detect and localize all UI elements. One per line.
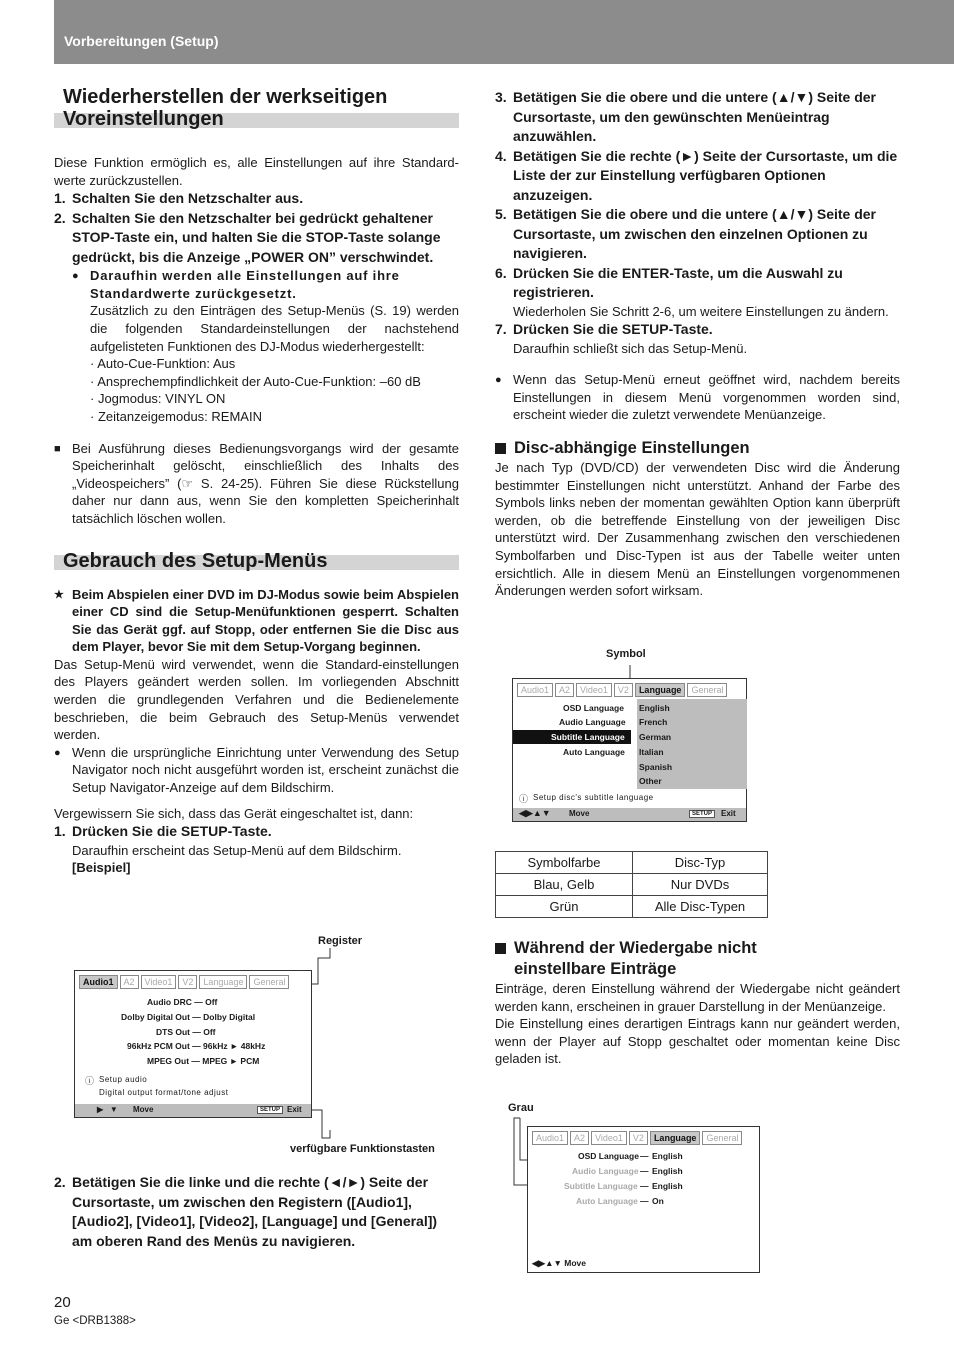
info-text: Setup disc's subtitle language bbox=[533, 793, 654, 802]
menu-item[interactable]: Audio Language bbox=[559, 717, 626, 727]
setup-step-7-desc: Daraufhin schließt sich das Setup-Menü. bbox=[513, 340, 748, 356]
setup-bullet-2: ● Wenn das Setup-Menü erneut geöffnet wird, nachdem bereits Einstellungen in diesem Menü vorgenommen worden sind, erscheint wieder die zuletzt verwendete Menüanzeige. bbox=[495, 372, 900, 423]
key-bar bbox=[513, 808, 746, 821]
table-header: Symbolfarbe bbox=[496, 852, 633, 874]
menu-value: English bbox=[652, 1181, 683, 1191]
disc-para: Je nach Typ (DVD/CD) der verwendeten Disc wird die Änderung bestimmter Einstellungen nicht unterstützt. Anhand der Farbe des Symbols links neben der momentan gewählten Option kann überprüft werden, ob die betreffende Einstellung von der jeweiligen Disc unterstützt wird. Der Zusammenhang zwischen den verschiedenen Symbolfarben und Disc-Typen ist aus der Tabelle weiter unten ersichtlich. Alle in diesem Menü an Einstellungen vorgenommenen Änderungen werden sofort wirksam. bbox=[495, 459, 900, 599]
menu-line[interactable]: DTS Out — Off bbox=[156, 1027, 216, 1037]
option-item[interactable]: Spanish bbox=[639, 762, 673, 772]
option-item[interactable]: Italian bbox=[639, 747, 664, 757]
tab-audio1[interactable]: Audio1 bbox=[79, 975, 118, 989]
tab-video1[interactable]: Video1 bbox=[141, 975, 177, 989]
reset-item: · Zeitanzeigemodus: REMAIN bbox=[90, 408, 262, 424]
move-label: Move bbox=[569, 809, 590, 818]
menu-value: On bbox=[652, 1196, 664, 1206]
menu-item[interactable]: OSD Language bbox=[563, 703, 624, 713]
setup-star-note: ★ Beim Abspielen einer DVD im DJ-Modus sowie beim Abspielen einer CD sind die Setup-Menüfunktionen gesperrt. Schalten Sie das Gerät ggf. auf Stopp, oder entfernen Sie die Disc aus dem Player, bevor Sie mit dem Setup-Vorgang beginnen. bbox=[54, 586, 459, 655]
dash: — bbox=[640, 1181, 649, 1191]
cursor-arrows-icon: ▶ ▼ bbox=[97, 1105, 118, 1114]
tab-language[interactable]: Language bbox=[199, 975, 247, 989]
tab-audio1[interactable]: Audio1 bbox=[517, 683, 553, 697]
menu-item-selected[interactable]: Subtitle Language bbox=[551, 732, 625, 742]
setup-screen-grey bbox=[527, 1126, 760, 1273]
setup-step-6: 6. Drücken Sie die ENTER-Taste, um die Auswahl zu registrieren. bbox=[495, 264, 843, 300]
setup-step-1-desc: Daraufhin erscheint das Setup-Menü auf dem Bildschirm. bbox=[72, 842, 402, 858]
heading-not-adjustable: Während der Wiedergabe nicht einstellbare Einträge bbox=[495, 938, 900, 980]
heading-setup-menu: Gebrauch des Setup-Menüs bbox=[54, 550, 459, 572]
not-adjustable-para-2: Die Einstellung eines derartigen Eintrags kann nur geändert werden, wenn der Player auf Stopp geschaltet oder momentan keine Disc geladen ist. bbox=[495, 1016, 900, 1067]
key-bar bbox=[75, 1104, 311, 1117]
symbol-table bbox=[495, 851, 768, 918]
setup-step-6-desc: Wiederholen Sie Schritt 2-6, um weitere Einstellungen zu ändern. bbox=[513, 303, 889, 319]
setup-step-3: 3. Betätigen Sie die obere und die untere (▲/▼) Seite der Cursortaste, um den gewünschten Menüeintrag anzuwählen. bbox=[495, 89, 877, 144]
label-symbol: Symbol bbox=[606, 648, 646, 660]
section-header-title: Vorbereitungen (Setup) bbox=[64, 33, 219, 49]
reset-item: · Jogmodus: VINYL ON bbox=[90, 391, 226, 407]
menu-line[interactable]: Audio DRC — Off bbox=[147, 997, 218, 1007]
info-text: Digital output format/tone adjust bbox=[99, 1088, 229, 1097]
dash: — bbox=[640, 1196, 649, 1206]
menu-item-disabled: Audio Language bbox=[572, 1166, 639, 1176]
setup-step-7: 7. Drücken Sie die SETUP-Taste. bbox=[495, 321, 713, 338]
not-adjustable-para-1: Einträge, deren Einstellung während der Wiedergabe nicht geändert werden kann, erscheinen in grauer Darstellung in der Menüanzeige. bbox=[495, 981, 900, 1014]
tab-video2[interactable]: V2 bbox=[629, 1131, 648, 1145]
label-grau: Grau bbox=[508, 1102, 534, 1114]
menu-value: English bbox=[652, 1166, 683, 1176]
beispiel-label: [Beispiel] bbox=[72, 860, 131, 876]
option-item[interactable]: Other bbox=[639, 776, 662, 786]
table-cell: Nur DVDs bbox=[633, 874, 768, 896]
tab-audio1[interactable]: Audio1 bbox=[532, 1131, 568, 1145]
info-text: Setup audio bbox=[99, 1075, 148, 1084]
tab-general[interactable]: General bbox=[249, 975, 289, 989]
cursor-arrows-icon: ◀▶▲▼ bbox=[532, 1258, 562, 1268]
table-cell: Blau, Gelb bbox=[496, 874, 633, 896]
menu-item[interactable]: Auto Language bbox=[563, 747, 625, 757]
setup-button[interactable]: SETUP bbox=[257, 1106, 283, 1114]
reset-note: ■ Bei Ausführung dieses Bedienungsvorgangs wird der gesamte Speicherinhalt gelöscht, einschließlich des Inhalts des „Videospeichers” (☞ S. 24-25). Führen Sie diese Rückstellung daher nur dann aus, wenn Sie den kompletten Speicherinhalt tatsächlich löschen wollen. bbox=[54, 440, 459, 526]
menu-line[interactable]: MPEG Out — MPEG ► PCM bbox=[147, 1056, 260, 1066]
setup-button[interactable]: SETUP bbox=[689, 810, 715, 818]
reset-item: · Auto-Cue-Funktion: Aus bbox=[90, 356, 236, 372]
option-item[interactable]: German bbox=[639, 732, 672, 742]
menu-item-disabled: Auto Language bbox=[576, 1196, 638, 1206]
reset-step-2: 2. Schalten Sie den Netzschalter bei gedrückt gehaltener STOP-Taste ein, und halten Sie die STOP-Taste solange gedrückt, bis die Anzeige „POWER ON” verschwindet. bbox=[54, 209, 441, 265]
heading-reset: Wiederherstellen der werkseitigen Voreinstellungen bbox=[54, 86, 459, 130]
setup-check: Vergewissern Sie sich, dass das Gerät eingeschaltet ist, dann: bbox=[54, 805, 414, 821]
setup-step-5: 5. Betätigen Sie die obere und die untere (▲/▼) Seite der Cursortaste, um zwischen den einzelnen Optionen zu navigieren. bbox=[495, 206, 877, 261]
tab-video2[interactable]: V2 bbox=[178, 975, 197, 989]
tab-video2[interactable]: V2 bbox=[614, 683, 633, 697]
move-label: Move bbox=[564, 1258, 587, 1268]
exit-label: Exit bbox=[721, 809, 736, 818]
setup-screen-language bbox=[512, 678, 747, 822]
table-cell: Alle Disc-Typen bbox=[633, 896, 768, 918]
tab-language[interactable]: Language bbox=[635, 683, 686, 697]
tab-audio2[interactable]: A2 bbox=[570, 1131, 589, 1145]
dash: — bbox=[640, 1166, 649, 1176]
menu-item-disabled: Subtitle Language bbox=[564, 1181, 638, 1191]
setup-step-2-block bbox=[54, 1173, 459, 1251]
setup-step-4: 4. Betätigen Sie die rechte (►) Seite der Cursortaste, um die Liste der zur Einstellung verfügbaren Optionen anzuzeigen. bbox=[495, 147, 898, 203]
menu-item[interactable]: OSD Language bbox=[578, 1151, 639, 1161]
reset-intro: Diese Funktion ermöglich es, alle Einstellungen auf ihre Standard-werte zurückzustellen. bbox=[54, 155, 459, 188]
setup-screen-audio bbox=[74, 970, 312, 1118]
reset-extra: Zusätzlich zu den Einträgen des Setup-Menüs (S. 19) werden die folgenden Standardeinstellungen der nachstehend aufgelisteten Funktionen des DJ-Modus wiederhergestellt: bbox=[90, 303, 459, 354]
dash: — bbox=[640, 1151, 649, 1161]
option-item[interactable]: French bbox=[639, 717, 668, 727]
info-icon: ⓘ bbox=[85, 1076, 95, 1086]
label-register: Register bbox=[318, 935, 363, 947]
exit-label: Exit bbox=[287, 1105, 302, 1114]
tab-language[interactable]: Language bbox=[650, 1131, 701, 1145]
menu-line[interactable]: Dolby Digital Out — Dolby Digital bbox=[121, 1012, 256, 1022]
reset-item: · Ansprechempfindlichkeit der Auto-Cue-Funktion: –60 dB bbox=[90, 373, 421, 389]
tab-general[interactable]: General bbox=[687, 683, 727, 697]
tab-audio2[interactable]: A2 bbox=[555, 683, 574, 697]
tab-video1[interactable]: Video1 bbox=[576, 683, 612, 697]
page-number: 20 bbox=[54, 1294, 71, 1311]
tab-audio2[interactable]: A2 bbox=[120, 975, 139, 989]
tab-video1[interactable]: Video1 bbox=[591, 1131, 627, 1145]
key-bar bbox=[532, 1258, 586, 1269]
tab-general[interactable]: General bbox=[702, 1131, 742, 1145]
setup-step-2: 2. Betätigen Sie die linke und die rechte (◄/►) Seite der Cursortaste, um zwischen den Registern ([Audio1], [Audio2], [Video1], [Video2], [Language] und [General]) am oberen Rand des Menüs zu navigieren. bbox=[54, 1174, 438, 1249]
setup-para: Das Setup-Menü wird verwendet, wenn die Standard-einstellungen des Players geändert werden sollen. Im vorliegenden Abschnitt werden die grundlegenden Verfahren und die Bedienelemente beschrieben, die beim Gebrauch des Setup-Menüs verwendet werden. bbox=[54, 656, 459, 743]
move-label: Move bbox=[133, 1105, 154, 1114]
menu-line[interactable]: 96kHz PCM Out — 96kHz ► 48kHz bbox=[127, 1041, 266, 1051]
table-header: Disc-Typ bbox=[633, 852, 768, 874]
table-row bbox=[496, 852, 768, 874]
info-icon: ⓘ bbox=[519, 794, 529, 804]
right-column-lower bbox=[495, 924, 900, 1068]
reset-bullet: ● Daraufhin werden alle Einstellungen auf ihre Standardwerte zurückgesetzt. bbox=[72, 268, 400, 301]
table-cell: Grün bbox=[496, 896, 633, 918]
menu-value: English bbox=[652, 1151, 683, 1161]
table-row bbox=[496, 896, 768, 918]
reset-step-1: 1. Schalten Sie den Netzschalter aus. bbox=[54, 190, 304, 207]
table-row bbox=[496, 874, 768, 896]
heading-disc-settings: Disc-abhängige Einstellungen bbox=[495, 438, 900, 459]
right-column bbox=[495, 88, 900, 600]
setup-step-1: 1. Drücken Sie die SETUP-Taste. bbox=[54, 823, 272, 840]
label-keys: verfügbare Funktionstasten bbox=[290, 1143, 435, 1155]
cursor-arrows-icon: ◀▶▲▼ bbox=[519, 808, 551, 818]
doc-code: Ge <DRB1388> bbox=[54, 1315, 136, 1327]
option-item[interactable]: English bbox=[639, 703, 670, 713]
setup-bullet: ● Wenn die ursprüngliche Einrichtung unter Verwendung des Setup Navigator noch nicht ausgeführt worden ist, erscheint zunächst die Setup Navigator-Anzeige auf dem Bildschirm. bbox=[54, 744, 459, 796]
